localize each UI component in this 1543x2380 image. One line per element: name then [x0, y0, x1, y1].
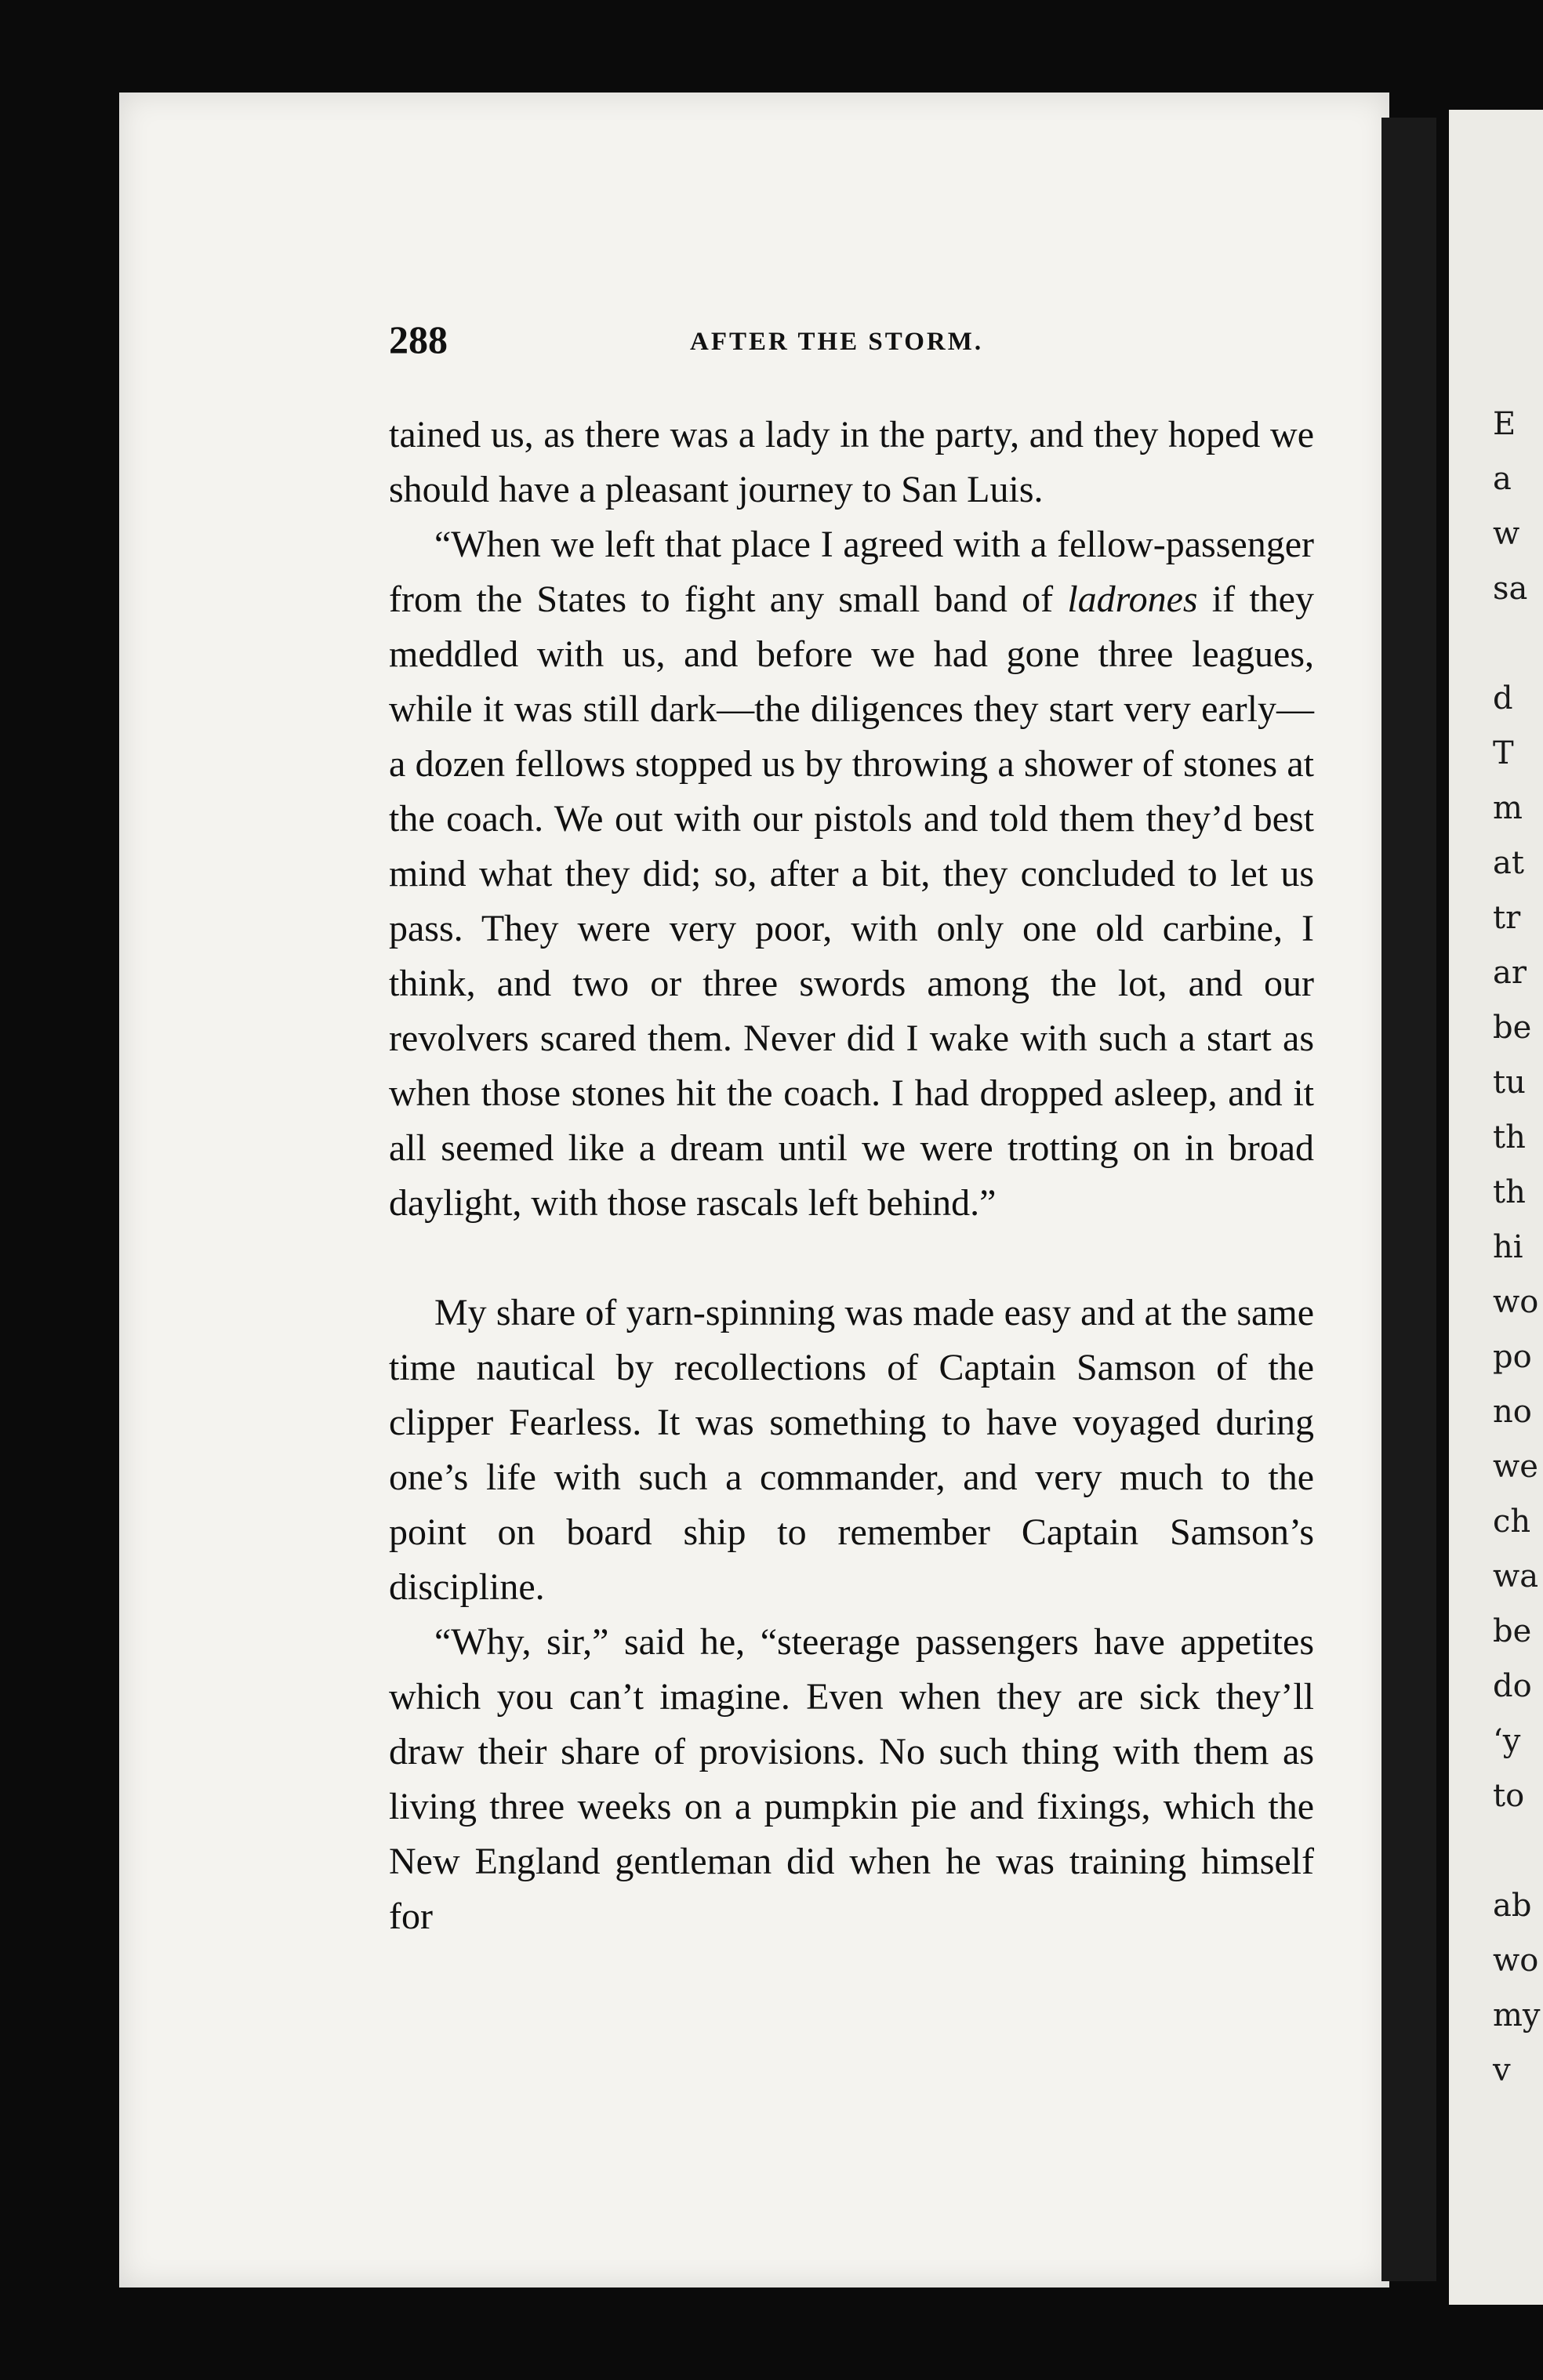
- running-head: AFTER THE STORM.: [690, 328, 984, 356]
- adjacent-line: ‘y: [1493, 1723, 1521, 1759]
- italic-word: ladrones: [1067, 579, 1198, 620]
- page-number: 288: [389, 317, 448, 361]
- adjacent-line: wo: [1493, 1943, 1539, 1979]
- adjacent-page-fragment: [1449, 110, 1543, 2305]
- adjacent-line: sa: [1493, 571, 1528, 607]
- paragraph: tained us, as there was a lady in the party, and they hoped we should have a pleasant journey to San Luis.: [389, 414, 1314, 510]
- adjacent-line: m: [1493, 790, 1523, 826]
- adjacent-line: hi: [1493, 1229, 1523, 1265]
- adjacent-line: a: [1493, 461, 1512, 497]
- page-header: [389, 317, 1314, 372]
- paragraph: My share of yarn-spinning was made easy and at the same time nautical by recollections of Captain Samson of the clipper Fearless. It was something to have voyaged during one’s life with such a commander, and very much to the point on board ship to remember Captain Samson’s discipline.: [389, 1292, 1314, 1608]
- adjacent-line: no: [1493, 1394, 1532, 1430]
- adjacent-line: E: [1493, 406, 1516, 442]
- adjacent-line: tu: [1493, 1065, 1526, 1101]
- paragraph-with-emphasis: “When we left that place I agreed with a fellow-passenger from the States to fight any small band of ladrones if they meddled with us, and before we had gone three leagues, while it was still dark—the diligences they start very early—a dozen fellows stopped us by throwing a shower of stones at the coach. We out with our pistols and told them they’d best mind what they did; so, after a bit, they concluded to let us pass. They were very poor, with only one old carbine, I think, and two or three swords among the lot, and our revolvers scared them. Never did I wake with such a start as when those stones hit the coach. I had dropped asleep, and it all seemed like a dream until we were trotting on in broad daylight, with those rascals left behind.”: [389, 524, 1314, 1224]
- adjacent-line: wa: [1493, 1558, 1539, 1595]
- adjacent-line: w: [1493, 516, 1520, 552]
- adjacent-line: wo: [1493, 1284, 1539, 1320]
- adjacent-line: we: [1493, 1449, 1538, 1485]
- adjacent-line: ch: [1493, 1504, 1531, 1540]
- adjacent-line: at: [1493, 845, 1524, 881]
- paragraph: “Why, sir,” said he, “steerage passengers have appetites which you can’t imagine. Even when they are sick they’ll draw their share of provisions. No such thing with them as living three weeks on a pumpkin pie and fixings, which the New England gentleman did when he was training himself for: [389, 1621, 1314, 1937]
- adjacent-line: my: [1493, 1997, 1541, 2034]
- adjacent-line: do: [1493, 1668, 1532, 1704]
- adjacent-line: ar: [1493, 955, 1527, 991]
- adjacent-line: d: [1493, 680, 1513, 717]
- adjacent-line: T: [1493, 735, 1514, 771]
- adjacent-line: ab: [1493, 1888, 1532, 1924]
- adjacent-line: tr: [1493, 900, 1521, 936]
- adjacent-line: th: [1493, 1119, 1526, 1156]
- adjacent-line: be: [1493, 1613, 1532, 1649]
- adjacent-line: po: [1493, 1339, 1532, 1375]
- adjacent-line: to: [1493, 1778, 1525, 1814]
- page-gutter: [1381, 118, 1436, 2281]
- adjacent-line: th: [1493, 1174, 1526, 1210]
- adjacent-line: v: [1493, 2052, 1511, 2088]
- adjacent-line: be: [1493, 1010, 1532, 1046]
- body-text: [389, 408, 1314, 1944]
